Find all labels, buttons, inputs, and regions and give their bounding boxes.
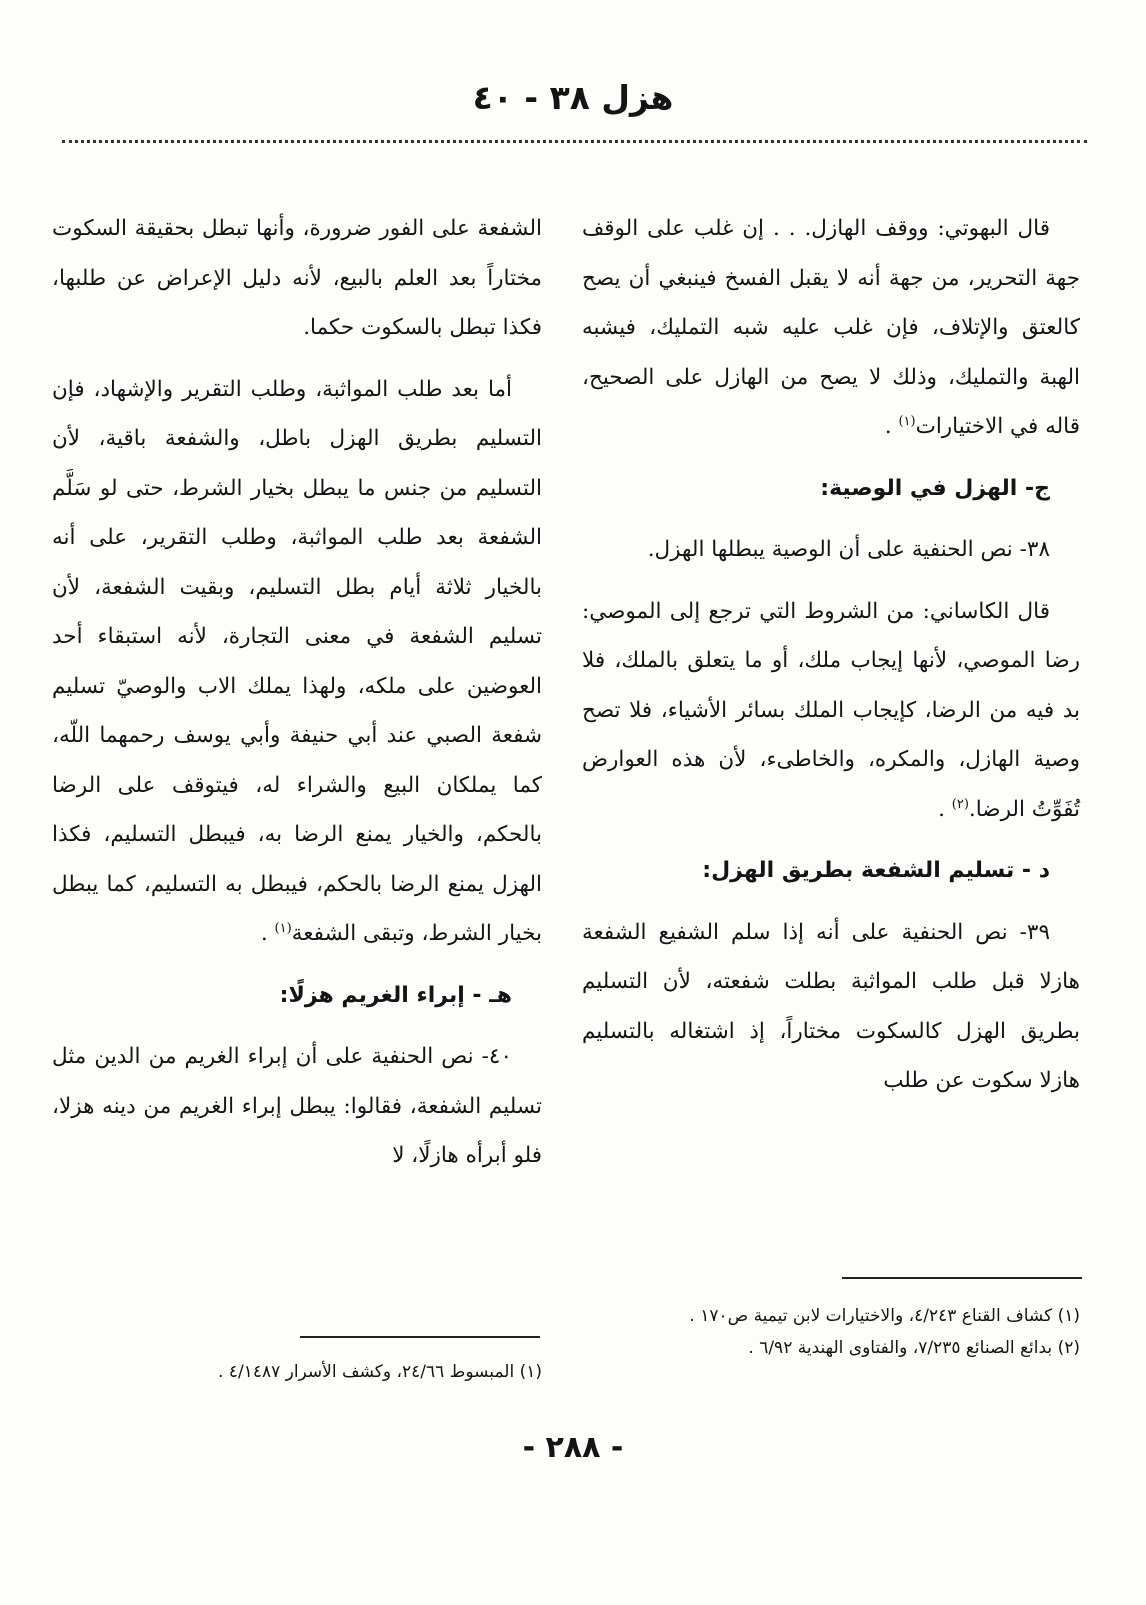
paragraph-bahuti: قال البهوتي: ووقف الهازل. . . إن غلب على الوقف جهة التحرير، من جهة أنه لا يقبل الفسخ فينبغي أن يصح كالعتق والإتلاف، فإن غلب عليه شبه التمليك، فيشبه الهبة والتمليك، وذلك لا يصح من الهازل على الصحيح، قاله في الاختيارات$^{(١)}$ . <box>582 216 1080 439</box>
section-heading-shufaa: د - تسليم الشفعة بطريق الهزل: <box>702 858 1050 883</box>
footnote-separator <box>300 1336 540 1338</box>
page-number: - ٢٨٨ - <box>522 1430 624 1465</box>
paragraph-continuation: الشفعة على الفور ضرورة، وأنها تبطل بحقيقة السكوت مختاراً بعد العلم بالبيع، لأنه دليل الإعراض عن طلبها، فكذا تبطل بالسكوت حكما. <box>52 216 542 340</box>
page-title: هزل ٣٨ - ٤٠ <box>472 78 674 117</box>
paragraph-after-request: أما بعد طلب المواثبة، وطلب التقرير والإشهاد، فإن التسليم بطريق الهزل باطل، والشفعة باقية، لأن التسليم من جنس ما يبطل بخيار الشرط، حتى لو سَلَّم الشفعة بعد طلب المواثبة، وطلب التقرير، على أنه بالخيار ثلاثة أيام بطل التسليم، وبقيت الشفعة، لأن تسليم الشفعة في معنى التجارة، لأنه استبقاء أحد العوضين على ملكه، ولهذا يملك الاب والوصيّ تسليم شفعة الصبي عند أبي حنيفة وأبي يوسف رحمهما اللّه، كما يملكان البيع والشراء له، فيتوقف على الرضا بالحكم، والخيار يمنع الرضا به، فيبطل التسليم، فكذا الهزل يمنع الرضا بالحكم، فيبطل به التسليم، كما يبطل بخيار الشرط، وتبقى الشفعة$^{(١)}$ . <box>52 376 542 946</box>
footnote-ref: (١) <box>274 920 292 936</box>
section-heading-will: ج- الهزل في الوصية: <box>820 475 1050 501</box>
paragraph-40: ٤٠- نص الحنفية على أن إبراء الغريم من الدين مثل تسليم الشفعة، فقالوا: يبطل إبراء الغريم من دينه هزلا، فلو أبرأه هازلًا، لا <box>52 1044 542 1168</box>
footnotes-right <box>560 1300 1080 1364</box>
section-heading-debtor: هـ - إبراء الغريم هزلًا: <box>279 982 512 1008</box>
footnote-ref: (١) <box>898 413 916 429</box>
paragraph-38: ٣٨- نص الحنفية على أن الوصية يبطلها الهزل. <box>647 537 1050 562</box>
header-dotted-rule <box>62 140 1087 143</box>
right-column <box>582 204 1080 1118</box>
footnote: (١) كشاف القناع ٤/٢٤٣، والاختيارات لابن تيمية ص١٧٠ . <box>689 1306 1080 1326</box>
paragraph-39: ٣٩- نص الحنفية على أنه إذا سلم الشفيع الشفعة هازلا قبل طلب المواثبة بطلت شفعته، لأن التسليم بطريق الهزل كالسكوت مختاراً، إذ اشتغاله بالتسليم هازلا سكوت عن طلب <box>582 919 1080 1093</box>
footnote-separator <box>842 1277 1082 1279</box>
footnote: (٢) بدائع الصنائع ٧/٢٣٥، والفتاوى الهندية ٦/٩٢ . <box>748 1338 1080 1358</box>
footnotes-left <box>52 1356 542 1388</box>
left-column <box>52 204 542 1193</box>
paragraph-kasani: قال الكاساني: من الشروط التي ترجع إلى الموصي: رضا الموصي، لأنها إيجاب ملك، أو ما يتعلق بالملك، فلا بد فيه من الرضا، كإيجاب الملك بسائر الأشياء، فلا تصح وصية الهازل، والمكره، والخاطىء، لأن هذه العوارض تُفَوِّتُ الرضا.$^{(٢)}$ . <box>582 598 1080 822</box>
footnote: (١) المبسوط ٢٤/٦٦، وكشف الأسرار ٤/١٤٨٧ . <box>218 1362 542 1382</box>
footnote-ref: (٢) <box>951 796 969 812</box>
